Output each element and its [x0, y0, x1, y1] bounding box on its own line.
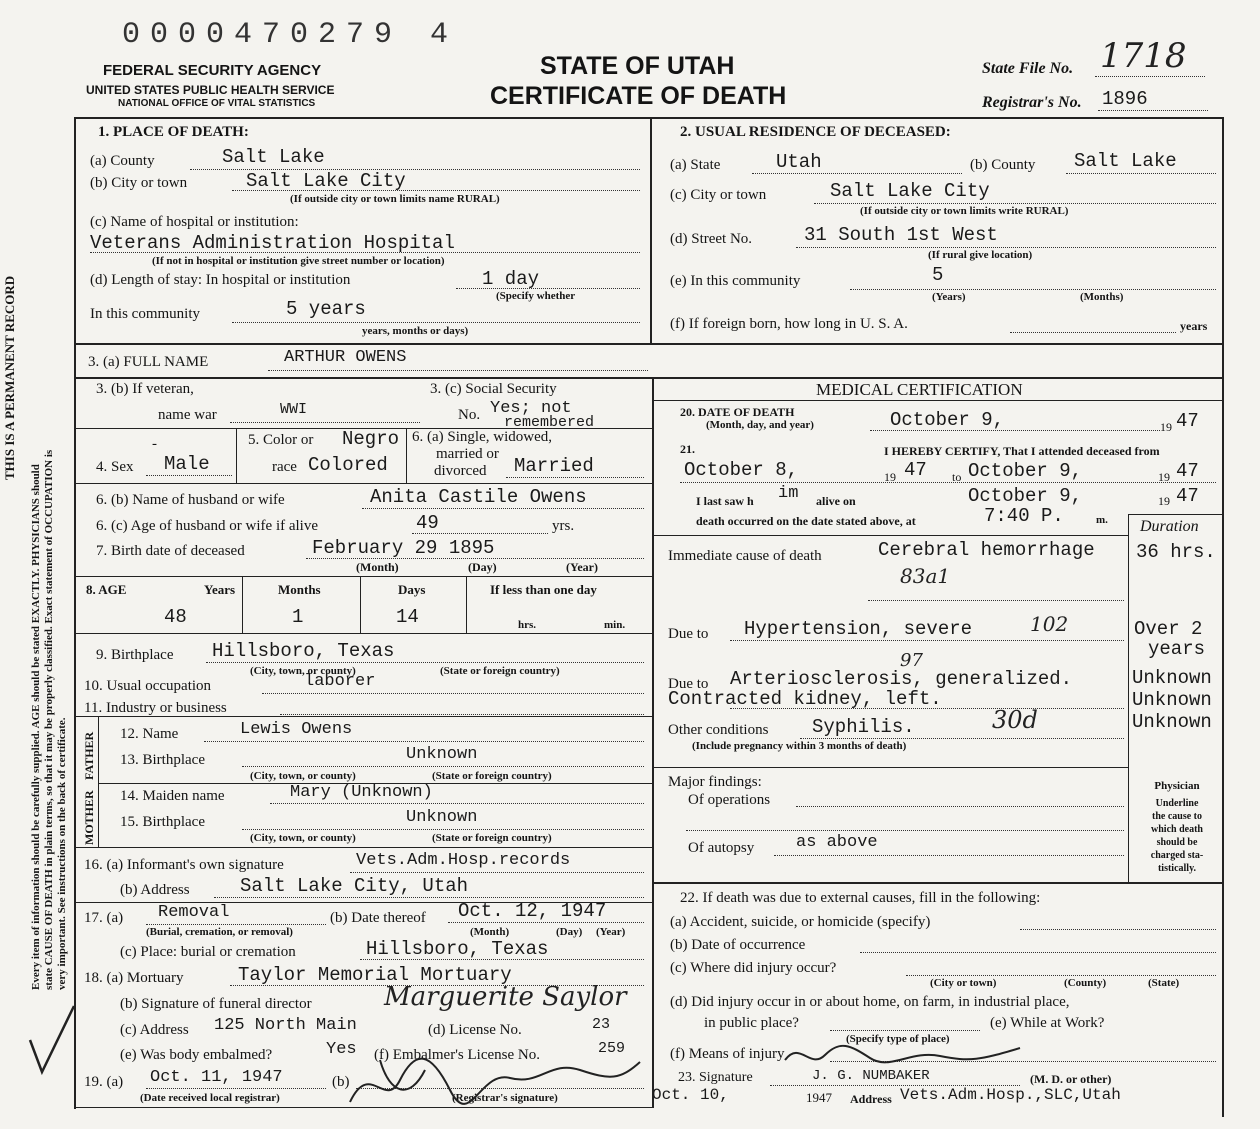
form-right-border — [1222, 117, 1224, 1117]
embalmed-value: Yes — [326, 1040, 357, 1059]
industry-label: 11. Industry or business — [84, 700, 227, 716]
physician-note-6: charged sta- — [1150, 850, 1204, 861]
father-name-line — [204, 741, 644, 742]
alive-on-label: alive on — [816, 494, 856, 508]
rule-cause-top — [652, 535, 1128, 536]
mother-birthplace-line — [242, 829, 644, 830]
mother-city-note: (City, town, or county) — [250, 832, 356, 844]
full-name-line — [268, 370, 648, 371]
agency-line1: FEDERAL SECURITY AGENCY — [103, 62, 322, 79]
age-min-label: min. — [604, 619, 626, 631]
last-saw-year: 47 — [1176, 485, 1199, 507]
margin-permanent-record: THIS IS A PERMANENT RECORD — [2, 275, 17, 480]
external-city-note: (City or town) — [930, 977, 997, 989]
rule-duration-top — [1128, 514, 1224, 515]
res-foreign-label: (f) If foreign born, how long in U. S. A. — [670, 316, 908, 332]
pod-community-note: years, months or days) — [362, 325, 469, 337]
state-file-line — [1095, 76, 1205, 77]
sig23-address-label: Address — [850, 1092, 892, 1106]
rule-age-sep1 — [242, 576, 243, 633]
father-birthplace-value: Unknown — [406, 745, 478, 764]
operations-line-2 — [686, 830, 1124, 831]
external-type-note: (Specify type of place) — [846, 1033, 950, 1045]
pod-community-label: In this community — [90, 306, 200, 322]
father-birthplace-line — [242, 766, 644, 767]
pod-stay-value: 1 day — [482, 268, 540, 290]
res-community-value: 5 — [932, 264, 944, 286]
res-street-value: 31 South 1st West — [804, 224, 998, 246]
mother-maiden-value: Mary (Unknown) — [290, 783, 433, 802]
res-city-line — [814, 203, 1216, 204]
dod-value: October 9, — [890, 409, 1005, 431]
informant-sig-label: 16. (a) Informant's own signature — [84, 857, 284, 873]
res-months-label: (Months) — [1080, 291, 1124, 303]
age-years-label: Years — [204, 582, 236, 597]
age-hrs-label: hrs. — [518, 619, 537, 631]
sig23-address: Vets.Adm.Hosp.,SLC,Utah — [900, 1086, 1121, 1104]
attended-to-year: 47 — [1176, 460, 1199, 482]
rule-parents-side — [98, 716, 99, 848]
physician-note-2: Underline — [1155, 798, 1199, 809]
informant-address-value: Salt Lake City, Utah — [240, 875, 469, 897]
res-state-line — [752, 173, 962, 174]
pod-stay-line — [456, 288, 640, 289]
immediate-cause-label: Immediate cause of death — [668, 548, 822, 564]
informant-sig-line — [350, 872, 644, 873]
attended-to-prefix: 19 — [1158, 470, 1170, 484]
mother-side-label: MOTHER — [82, 790, 96, 845]
external-b-line — [860, 952, 1216, 953]
res-street-label: (d) Street No. — [670, 231, 753, 247]
state-file-label: State File No. — [982, 60, 1074, 77]
external-c-line — [906, 975, 1216, 976]
operations-line — [796, 806, 1124, 807]
birth-label: 7. Birth date of deceased — [96, 543, 245, 559]
external-c: (c) Where did injury occur? — [670, 960, 837, 976]
name-war-label: name war — [158, 407, 217, 423]
external-heading: 22. If death was due to external causes, fill in the following: — [680, 890, 1041, 906]
embalmer-label: (f) Embalmer's License No. — [374, 1047, 540, 1063]
rule-after-name — [74, 377, 1224, 379]
dod-prefix: 19 — [1160, 420, 1172, 434]
mother-birthplace-label: 15. Birthplace — [120, 814, 205, 830]
registrar-number: 1896 — [1102, 88, 1148, 110]
state-file-number: 1718 — [1100, 36, 1187, 76]
birth-line — [306, 558, 644, 559]
sig23-date: Oct. 10, — [652, 1086, 729, 1104]
dod-note: (Month, day, and year) — [706, 419, 814, 431]
autopsy-label: Of autopsy — [688, 840, 755, 856]
due1-duration-2: years — [1148, 638, 1206, 660]
rule-after-section1 — [74, 343, 1224, 345]
other-conditions-value: Syphilis. — [812, 716, 915, 738]
due2-label: Due to — [668, 676, 709, 692]
center-divider-top — [650, 117, 652, 343]
sex-value: Male — [164, 453, 210, 475]
birth-value: February 29 1895 — [312, 537, 495, 559]
immediate-cause-line — [868, 600, 1124, 601]
due2-duration: Unknown — [1132, 667, 1212, 689]
margin-instructions-2: state CAUSE OF DEATH in plain terms, so that it may be properly classified. Exact statement of OCCUPATION is — [43, 449, 55, 990]
pod-stay-note: (Specify whether — [496, 290, 576, 302]
attended-to: October 9, — [968, 460, 1083, 482]
pod-hospital-line — [90, 252, 640, 253]
res-state-label: (a) State — [670, 157, 721, 173]
yrs-label: yrs. — [552, 518, 575, 534]
physician-signature-scrawl — [780, 1030, 1030, 1080]
res-county-line — [1066, 173, 1216, 174]
sig23-name: J. G. NUMBAKER — [812, 1068, 930, 1084]
burial-label: 17. (a) — [84, 910, 124, 926]
marital-label-3: divorced — [434, 463, 487, 479]
pod-county-value: Salt Lake — [222, 146, 325, 168]
major-findings-label: Major findings: — [668, 774, 762, 790]
rule-sex-sep2 — [406, 428, 407, 484]
pod-community-line — [232, 322, 640, 323]
registrar-signature-scrawl — [340, 1040, 650, 1115]
external-e: (e) While at Work? — [990, 1015, 1105, 1031]
marital-line — [506, 477, 644, 478]
rule-parents-bottom — [74, 847, 652, 848]
cause-code-1: 83a1 — [900, 564, 951, 588]
war-value: WWI — [280, 401, 308, 418]
res-street-note: (If rural give location) — [928, 249, 1033, 261]
license-value: 23 — [592, 1016, 611, 1033]
pod-community-value: 5 years — [286, 298, 366, 320]
dod-year: 47 — [1176, 410, 1199, 432]
burial-place-line — [360, 959, 644, 960]
margin-instructions-1: Every item of information should be carefully supplied. AGE should be stated EXACTLY. PHYSICIANS should — [30, 464, 42, 990]
rule-age-sep2 — [360, 576, 361, 633]
death-time: 7:40 P. — [984, 505, 1064, 527]
rule-sex-row-bottom — [74, 483, 652, 484]
color-value: Negro — [342, 428, 400, 450]
res-state-value: Utah — [776, 151, 822, 173]
burial-type-value: Removal — [158, 903, 230, 922]
external-d1: (d) Did injury occur in or about home, on farm, in industrial place, — [670, 994, 1070, 1010]
mother-state-note: (State or foreign country) — [432, 832, 552, 844]
autopsy-value: as above — [796, 833, 878, 852]
attended-to-label: to — [952, 470, 962, 484]
sex-line — [146, 475, 232, 476]
age-lt-label: If less than one day — [490, 582, 597, 597]
external-state-note: (State) — [1148, 977, 1180, 989]
age-days-label: Days — [398, 582, 426, 597]
form-left-border — [74, 117, 76, 1109]
rule-major-top — [652, 767, 1128, 768]
spouse-label: 6. (b) Name of husband or wife — [96, 492, 285, 508]
res-street-line — [796, 247, 1216, 248]
burial-date-value: Oct. 12, 1947 — [458, 900, 607, 922]
other-note: (Include pregnancy within 3 months of death) — [692, 740, 907, 752]
due1-line — [730, 640, 1124, 641]
spouse-value: Anita Castile Owens — [370, 486, 587, 508]
mortuary-label: 18. (a) Mortuary — [84, 970, 184, 986]
external-f: (f) Means of injury — [670, 1046, 785, 1062]
due1-code: 102 — [1030, 612, 1069, 636]
industry-line — [280, 714, 644, 715]
immediate-duration: 36 hrs. — [1136, 541, 1216, 563]
pod-city-line — [232, 190, 640, 191]
external-d2: in public place? — [704, 1015, 799, 1031]
birthplace-state-note: (State or foreign country) — [440, 665, 560, 677]
spouse-age-label: 6. (c) Age of husband or wife if alive — [96, 518, 319, 534]
pod-county-label: (a) County — [90, 153, 155, 169]
registrar-sig-label: (b) — [332, 1074, 350, 1090]
ss-label: 3. (c) Social Security — [430, 381, 557, 397]
res-community-label: (e) In this community — [670, 273, 801, 289]
center-divider-bottom — [652, 377, 654, 1107]
burial-date-month: (Month) — [470, 926, 510, 938]
due1-value: Hypertension, severe — [744, 618, 973, 640]
spouse-age-line — [412, 533, 548, 534]
operations-label: Of operations — [688, 792, 771, 808]
other-line — [800, 738, 1124, 739]
res-county-value: Salt Lake — [1074, 150, 1177, 172]
occupation-label: 10. Usual occupation — [84, 678, 212, 694]
age-days-value: 14 — [396, 606, 419, 628]
father-side-label: FATHER — [82, 731, 96, 780]
director-label: (b) Signature of funeral director — [120, 996, 312, 1012]
due2-line — [730, 708, 1124, 709]
burial-type-line — [146, 924, 326, 925]
occupation-line — [262, 693, 644, 694]
dod-line — [870, 430, 1160, 431]
burial-place-value: Hillsboro, Texas — [366, 938, 549, 960]
res-foreign-line — [1010, 332, 1176, 333]
father-name-label: 12. Name — [120, 726, 179, 742]
spouse-line — [362, 508, 644, 509]
pod-city-label: (b) City or town — [90, 175, 188, 191]
marital-value: Married — [514, 455, 594, 477]
due2-value: Arteriosclerosis, generalized. — [730, 668, 1073, 690]
certify-label: I HEREBY CERTIFY, That I attended deceased from — [884, 444, 1160, 458]
agency-line3: NATIONAL OFFICE OF VITAL STATISTICS — [118, 98, 316, 109]
informant-address-label: (b) Address — [120, 882, 190, 898]
cause-code-2: 97 — [900, 650, 923, 671]
rule-sex-sep1 — [236, 428, 237, 484]
certificate-title: CERTIFICATE OF DEATH — [490, 82, 787, 110]
residence-heading: 2. USUAL RESIDENCE OF DECEASED: — [680, 124, 951, 140]
informant-sig-value: Vets.Adm.Hosp.records — [356, 851, 571, 870]
last-saw-date: October 9, — [968, 485, 1083, 507]
attended-from: October 8, — [684, 459, 799, 481]
physician-note-7: tistically. — [1157, 863, 1197, 874]
last-saw-him: im — [778, 484, 799, 503]
registrar-label: Registrar's No. — [982, 94, 1082, 111]
last-saw-prefix: 19 — [1158, 494, 1170, 508]
color-label: 5. Color or — [248, 432, 314, 448]
rule-age-sep3 — [466, 576, 467, 633]
other-code: 30d — [992, 706, 1038, 734]
attended-line — [680, 482, 1216, 483]
due3-duration: Unknown — [1132, 689, 1212, 711]
physician-note-1: Physician — [1154, 780, 1200, 792]
res-years-label: (Years) — [932, 291, 966, 303]
embalmed-label: (e) Was body embalmed? — [120, 1047, 273, 1063]
age-months-value: 1 — [292, 606, 304, 628]
registrar-date-label: 19. (a) — [84, 1074, 124, 1090]
state-title: STATE OF UTAH — [540, 52, 735, 80]
burial-date-day: (Day) — [556, 926, 583, 938]
war-line — [230, 422, 420, 423]
mother-birthplace-value: Unknown — [406, 808, 478, 827]
attended-from-year: 47 — [904, 459, 927, 481]
pod-stay-label: (d) Length of stay: In hospital or institution — [90, 272, 351, 288]
registrar-date-line — [146, 1088, 326, 1089]
immediate-cause-value: Cerebral hemorrhage — [878, 539, 1095, 561]
age-months-label: Months — [278, 582, 321, 597]
registrar-date-note: (Date received local registrar) — [140, 1092, 280, 1104]
autopsy-line — [774, 855, 1124, 856]
rule-duration-left — [1128, 514, 1129, 882]
medical-heading: MEDICAL CERTIFICATION — [816, 380, 1023, 399]
margin-instructions-3: very important. See instructions on the back of certificate. — [56, 717, 68, 990]
birthplace-label: 9. Birthplace — [96, 647, 174, 663]
form-top-border — [74, 117, 1224, 119]
race-label: race — [272, 459, 297, 475]
sig23-md: (M. D. or other) — [1030, 1072, 1112, 1086]
director-signature: Marguerite Saylor — [384, 982, 627, 1012]
pod-city-value: Salt Lake City — [246, 170, 406, 192]
serial-number: 0000470279 4 — [122, 18, 459, 52]
physician-note-3: the cause to — [1152, 811, 1202, 822]
father-city-note: (City, town, or county) — [250, 770, 356, 782]
occurred-label: death occurred on the date stated above, at — [696, 514, 916, 528]
burial-date-label: (b) Date thereof — [330, 910, 426, 926]
registrar-date-value: Oct. 11, 1947 — [150, 1068, 283, 1087]
agency-line2: UNITED STATES PUBLIC HEALTH SERVICE — [86, 83, 335, 97]
veteran-label: 3. (b) If veteran, — [96, 381, 194, 397]
birthplace-line — [206, 662, 644, 663]
sex-label: 4. Sex — [96, 459, 134, 475]
mortuary-address-value: 125 North Main — [214, 1016, 357, 1035]
father-birthplace-label: 13. Birthplace — [120, 752, 205, 768]
marital-label-2: married or — [436, 446, 499, 462]
last-saw-label: I last saw h — [696, 494, 754, 508]
informant-address-line — [214, 897, 644, 898]
external-a-line — [1020, 929, 1216, 930]
birth-year-label: (Year) — [566, 560, 598, 574]
birth-month-label: (Month) — [356, 560, 399, 574]
dod-label: 20. DATE OF DEATH — [680, 405, 795, 419]
res-city-label: (c) City or town — [670, 187, 767, 203]
rule-ext-top — [652, 882, 1224, 884]
check-mark — [22, 1000, 82, 1080]
ss-value-2: remembered — [504, 414, 595, 431]
birthplace-city-note: (City, town, or county) — [250, 665, 356, 677]
res-foreign-suffix: years — [1180, 319, 1208, 333]
spouse-age-value: 49 — [416, 512, 439, 534]
birth-day-label: (Day) — [468, 560, 497, 574]
burial-place-label: (c) Place: burial or cremation — [120, 944, 296, 960]
license-label: (d) License No. — [428, 1022, 522, 1038]
death-time-m: m. — [1096, 514, 1108, 526]
attended-from-prefix: 19 — [884, 470, 896, 484]
father-state-note: (State or foreign country) — [432, 770, 552, 782]
pod-city-note: (If outside city or town limits name RURAL) — [290, 193, 500, 205]
race-value: Colored — [308, 454, 388, 476]
duration-label: Duration — [1140, 518, 1199, 535]
registrar-sig-note: (Registrar's signature) — [452, 1092, 558, 1104]
place-of-death-heading: 1. PLACE OF DEATH: — [98, 124, 249, 140]
full-name-value: ARTHUR OWENS — [284, 348, 407, 367]
res-city-value: Salt Lake City — [830, 180, 990, 202]
pod-hospital-value: Veterans Administration Hospital — [90, 232, 455, 254]
external-a: (a) Accident, suicide, or homicide (specify) — [670, 914, 931, 930]
age-label: 8. AGE — [86, 582, 127, 597]
burial-date-line — [448, 922, 644, 923]
due3-value: Contracted kidney, left. — [668, 688, 942, 710]
registrar-line — [1098, 110, 1208, 111]
rule-age-top — [74, 576, 652, 577]
sig23-year: 1947 — [806, 1090, 832, 1105]
certify-number: 21. — [680, 442, 695, 456]
birthplace-value: Hillsboro, Texas — [212, 640, 395, 662]
burial-date-year: (Year) — [596, 926, 626, 938]
embalmer-value: 259 — [598, 1040, 626, 1057]
mother-maiden-label: 14. Maiden name — [120, 788, 225, 804]
due1-duration-1: Over 2 — [1134, 618, 1203, 640]
res-county-label: (b) County — [970, 157, 1036, 173]
ss-value: Yes; not — [490, 399, 572, 418]
res-city-note: (If outside city or town limits write RURAL) — [860, 205, 1069, 217]
occupation-value: laborer — [304, 672, 376, 691]
father-name-value: Lewis Owens — [240, 720, 353, 739]
physician-note-5: should be — [1156, 837, 1198, 848]
other-conditions-label: Other conditions — [668, 722, 769, 738]
full-name-label: 3. (a) FULL NAME — [88, 354, 209, 370]
age-years-value: 48 — [164, 606, 187, 628]
mortuary-address-label: (c) Address — [120, 1022, 189, 1038]
external-county-note: (County) — [1064, 977, 1107, 989]
mortuary-name-value: Taylor Memorial Mortuary — [238, 964, 512, 986]
sex-dash: - — [152, 436, 157, 452]
external-b: (b) Date of occurrence — [670, 937, 806, 953]
rule-medical-top — [652, 400, 1224, 401]
rule-age-bottom — [74, 633, 652, 634]
res-community-line — [850, 289, 1216, 290]
due1-label: Due to — [668, 626, 709, 642]
marital-label-1: 6. (a) Single, widowed, — [412, 429, 552, 445]
burial-type-note: (Burial, cremation, or removal) — [146, 926, 293, 938]
mother-maiden-line — [270, 803, 644, 804]
pod-hospital-note: (If not in hospital or institution give street number or location) — [152, 255, 445, 267]
physician-note-4: which death — [1151, 824, 1203, 835]
other-duration: Unknown — [1132, 711, 1212, 733]
sig23-label: 23. Signature — [678, 1070, 753, 1085]
pod-hospital-label: (c) Name of hospital or institution: — [90, 214, 299, 230]
ss-no-label: No. — [458, 407, 481, 423]
